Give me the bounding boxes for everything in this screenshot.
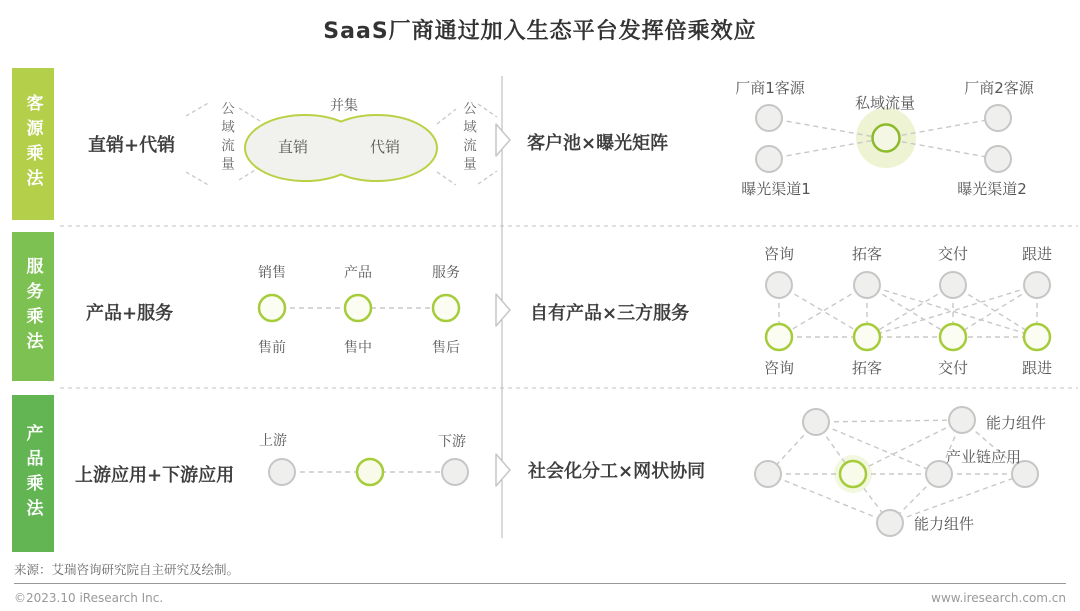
matrix-bottom-label: 交付 <box>937 359 969 377</box>
row3-left-title: 上游应用+下游应用 <box>75 465 235 486</box>
chain-top-label: 销售 <box>258 265 286 281</box>
node-circle <box>840 461 866 487</box>
node-circle <box>949 407 975 433</box>
row1-left-title: 直销+代销 <box>88 135 176 156</box>
side-label-service <box>12 232 54 381</box>
venn-right-set-label: 代销 <box>369 138 401 156</box>
matrix-bottom-label: 跟进 <box>1021 359 1053 377</box>
side-label-text: 客源乘法 <box>22 94 43 194</box>
node-circle <box>756 146 782 172</box>
node-circle <box>985 105 1011 131</box>
node-circle <box>854 324 880 350</box>
matrix-top-label: 交付 <box>937 245 969 263</box>
upstream-label: 上游 <box>259 433 287 449</box>
node-circle <box>854 272 880 298</box>
node-circle <box>269 459 295 485</box>
matrix-bottom-label: 咨询 <box>763 359 795 377</box>
side-label-customer <box>12 68 54 220</box>
node-circle <box>442 459 468 485</box>
page-title: SaaS厂商通过加入生态平台发挥倍乘效应 <box>323 19 757 44</box>
row2-right-title: 自有产品×三方服务 <box>530 303 690 324</box>
arrow-right-icon <box>496 124 510 156</box>
arrow-right-icon <box>496 294 510 326</box>
node-circle <box>357 459 383 485</box>
node-circle <box>877 510 903 536</box>
side-label-text: 服务乘法 <box>22 256 43 357</box>
mesh-capability-top-label: 能力组件 <box>986 414 1047 432</box>
node-circle <box>803 409 829 435</box>
network-private-traffic-label: 私域流量 <box>854 94 916 112</box>
node-circle <box>1024 272 1050 298</box>
network-vendor2-label: 厂商2客源 <box>964 79 1034 97</box>
row2-chain <box>259 295 459 321</box>
venn-union-shape <box>245 115 437 181</box>
node-circle <box>940 324 966 350</box>
row3-mesh-lines <box>768 420 1025 523</box>
matrix-bottom-label: 拓客 <box>851 359 883 377</box>
mesh-industry-chain-label: 产业链应用 <box>946 448 1022 466</box>
website-url: www.iresearch.com.cn <box>931 591 1066 605</box>
row1-right-title: 客户池×曝光矩阵 <box>527 133 669 154</box>
row2-left-title: 产品+服务 <box>86 303 174 324</box>
chain-top-label: 服务 <box>432 265 460 281</box>
public-flow-left-label: 公域流量 <box>218 101 234 175</box>
row2-matrix <box>766 272 1050 350</box>
node-circle <box>433 295 459 321</box>
public-flow-right-label: 公域流量 <box>460 101 476 175</box>
network-vendor1-label: 厂商1客源 <box>735 79 805 97</box>
node-circle <box>345 295 371 321</box>
network-channel1-label: 曝光渠道1 <box>741 180 811 198</box>
side-label-product <box>12 395 54 552</box>
mesh-capability-bottom-label: 能力组件 <box>914 515 975 533</box>
node-circle <box>940 272 966 298</box>
matrix-top-label: 咨询 <box>763 245 795 263</box>
footer-divider <box>14 583 1066 584</box>
row2-matrix-lines <box>779 285 1037 337</box>
flow-arrow-icons <box>496 124 510 486</box>
node-circle <box>985 146 1011 172</box>
venn-union-label: 并集 <box>330 98 358 114</box>
node-circle <box>755 461 781 487</box>
chain-bottom-label: 售中 <box>344 340 372 356</box>
chain-top-label: 产品 <box>344 265 372 281</box>
venn-left-set-label: 直销 <box>277 138 309 156</box>
matrix-top-label: 跟进 <box>1021 245 1053 263</box>
node-circle <box>766 272 792 298</box>
node-circle <box>756 105 782 131</box>
private-traffic-node <box>873 125 900 152</box>
node-circle <box>766 324 792 350</box>
matrix-top-label: 拓客 <box>851 245 883 263</box>
arrow-right-icon <box>496 454 510 486</box>
row1-network <box>756 105 1011 172</box>
source-note: 来源：艾瑞咨询研究院自主研究及绘制。 <box>14 562 240 577</box>
downstream-label: 下游 <box>438 434 466 450</box>
side-label-text: 产品乘法 <box>22 423 43 524</box>
network-channel2-label: 曝光渠道2 <box>957 180 1027 198</box>
chain-bottom-label: 售后 <box>432 340 460 356</box>
node-circle <box>1024 324 1050 350</box>
chain-bottom-label: 售前 <box>258 340 286 356</box>
node-circle <box>259 295 285 321</box>
row3-right-title: 社会化分工×网状协同 <box>528 461 706 482</box>
row3-chain <box>269 459 468 485</box>
copyright-text: ©2023.10 iResearch Inc. <box>14 591 164 605</box>
